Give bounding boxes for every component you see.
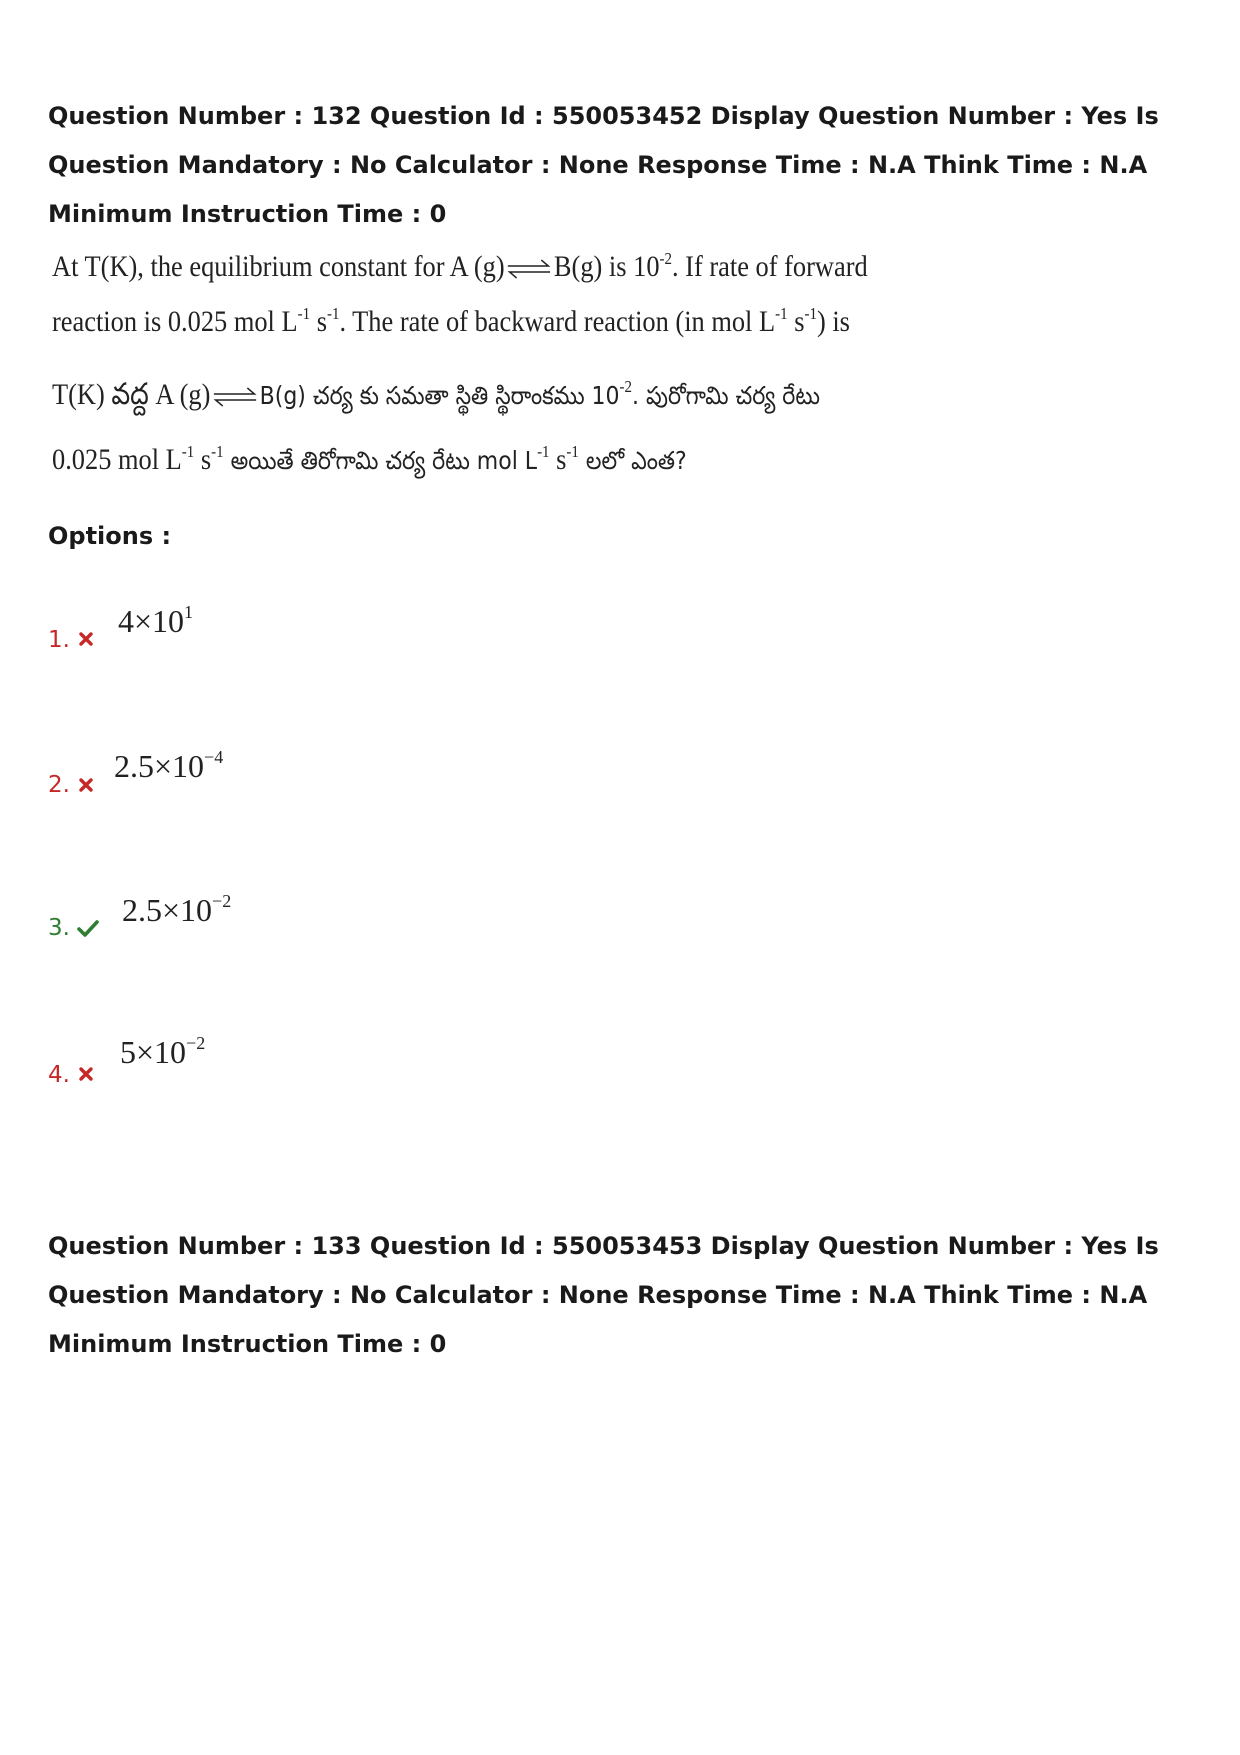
cross-icon (78, 777, 94, 793)
stem-text: s (787, 305, 805, 338)
exponent: -1 (211, 442, 224, 461)
option-3-number: 3. (48, 915, 70, 941)
option-4-value[interactable] (120, 1034, 205, 1071)
stem-text: అయితే తిరోగామి చర్య రేటు mol L (223, 446, 538, 475)
question-132-metadata: Question Number : 132 Question Id : 550053452 Display Question Number : Yes Is Question Mandatory : No Calculator : None Response Time : N.A Think Time : N.A Minimum Instruction Time : 0 (48, 102, 1159, 228)
exponent: -2 (659, 249, 672, 268)
stem-text: 0.025 mol L (52, 443, 182, 476)
stem-text: s (194, 443, 212, 476)
option-4-number: 4. (48, 1062, 70, 1088)
question-stem-english-line-2 (52, 305, 850, 339)
exponent: -1 (775, 304, 788, 323)
cross-icon (78, 1066, 94, 1082)
option-2-value[interactable] (114, 748, 223, 785)
exponent: -1 (804, 304, 817, 323)
option-mantissa: 5×10 (120, 1034, 187, 1070)
stem-text: At T(K), the equilibrium constant for A (g) (52, 250, 505, 283)
option-exponent: −2 (212, 891, 232, 911)
equilibrium-arrow-icon (212, 386, 258, 408)
question-stem-english-line-1 (52, 250, 868, 284)
exponent: -1 (181, 442, 195, 461)
exponent: -1 (566, 442, 579, 461)
exponent: -1 (297, 304, 311, 323)
question-133-metadata: Question Number : 133 Question Id : 550053453 Display Question Number : Yes Is Question Mandatory : No Calculator : None Response Time : N.A Think Time : N.A Minimum Instruction Time : 0 (48, 1232, 1159, 1358)
stem-text: . The rate of backward reaction (in mol L (339, 305, 776, 338)
option-1-value[interactable] (118, 603, 193, 640)
stem-text: . If rate of forward (671, 250, 868, 283)
stem-text: B(g) చర్య కు సమతా స్థితి స్థిరాంకము 10 (259, 381, 620, 410)
exponent: -1 (326, 304, 340, 323)
stem-text: s (549, 443, 567, 476)
option-exponent: −4 (204, 747, 224, 767)
option-mantissa: 2.5×10 (122, 892, 213, 928)
option-3-value[interactable] (122, 892, 231, 929)
options-heading: Options : (48, 522, 172, 550)
question-stem-telugu-line-2 (52, 443, 687, 482)
option-mantissa: 2.5×10 (114, 748, 205, 784)
stem-text: . పురోగామి చర్య రేటు (632, 381, 820, 410)
question-stem-telugu-line-1 (52, 378, 820, 419)
equilibrium-arrow-icon (506, 258, 552, 280)
stem-text: reaction is 0.025 mol L (52, 305, 298, 338)
stem-text: ) is (816, 305, 850, 338)
exponent: -1 (537, 442, 550, 461)
cross-icon (78, 631, 94, 647)
option-2-number: 2. (48, 772, 70, 798)
stem-text: T(K) వద్ద A (g) (52, 378, 211, 411)
exponent: -2 (619, 377, 633, 396)
option-1-number: 1. (48, 627, 70, 653)
check-icon (77, 919, 99, 937)
option-exponent: −2 (186, 1033, 206, 1053)
stem-text: s (310, 305, 327, 338)
option-mantissa: 4×10 (118, 603, 185, 639)
stem-text: B(g) is 10 (553, 250, 660, 283)
stem-text: లలో ఎంత? (578, 446, 687, 475)
option-exponent: 1 (184, 602, 194, 622)
